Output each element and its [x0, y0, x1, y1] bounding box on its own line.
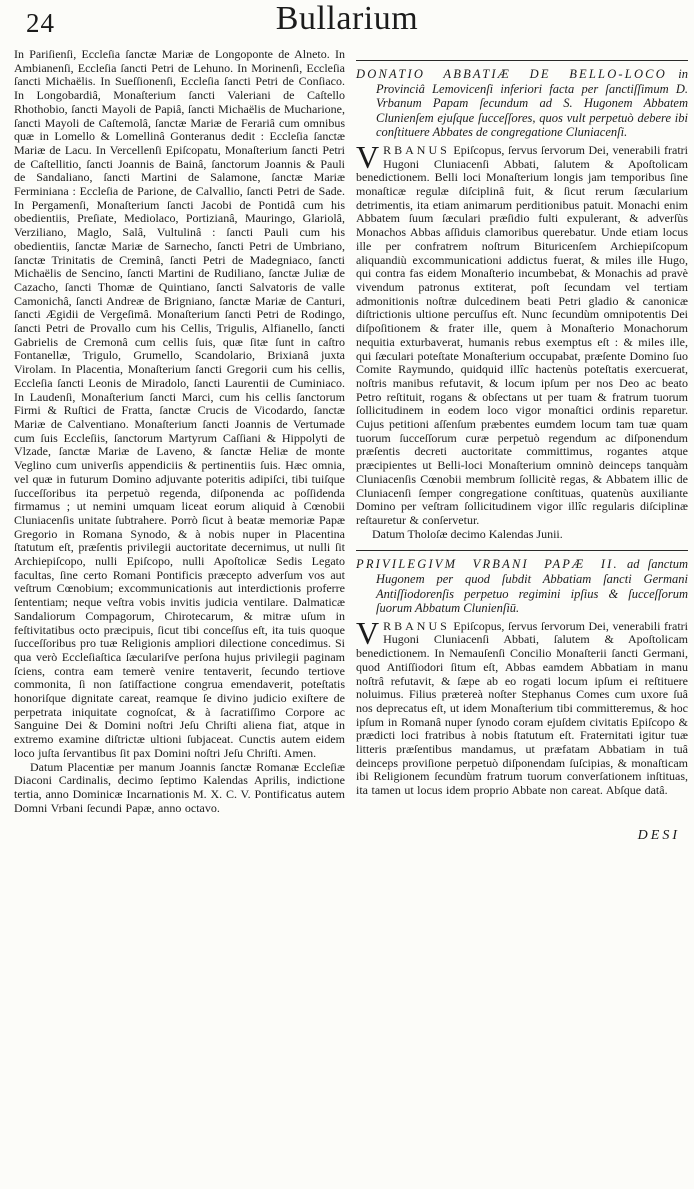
section-1-heading-caps: DONATIO ABBATIÆ DE BELLO-LOCO [356, 67, 667, 81]
page-number: 24 [26, 8, 55, 38]
section-2-body-text: Epiſcopus, ſervus ſervorum Dei, venerabili fratri Hugoni Cluniacenſi Abbati, ſalutem & Apoſtolicam benedictionem. In Nemauſenſi Concilio Monaſterii ſancti Germani, quod Antiſſiodori ſitum eſt, Abbas eamdem Abbatiam in manu noſtrâ refutavit, & ſæpe ab eo rogati locum ipſum ei reſtituere noluimus. Filius prætereà noſter Stephanus Comes cum uxore ſuâ nos deprecatus eſt, ut idem Monaſterium tibi committeremus, & hoc ipſum in Romanâ nuper ſynodo coram ejuſdem civitatis Epiſcopo & prædicti loci fratribus à nobis ſtatutum eſt. Fraternitati igitur tuæ litteris præſentibus mandamus, ut præfatam Abbatiam in tuâ deinceps proviſione perpetuò diſponendam ſuſcipias, & monaſticam ibi Religionem ſecundùm fratrum tuorum converſationem inſtituas, ita tamen ut locus idem proprio Abbate non careat. Abſque datâ. [356, 618, 689, 798]
section-2-body [356, 614, 689, 798]
left-column [14, 48, 345, 844]
section-1-dropcap: V [356, 138, 380, 175]
section-2-dropcap: V [356, 614, 380, 651]
section-1-lead-caps: RBANUS [383, 142, 450, 157]
section-1-body [356, 138, 689, 528]
section-divider [356, 60, 688, 61]
catchword: DESI [637, 827, 680, 843]
section-2-heading-caps: PRIVILEGIVM VRBANI PAPÆ II. [356, 557, 619, 572]
section-2-heading [356, 557, 688, 615]
page-header [0, 0, 694, 46]
two-column-text [0, 46, 694, 844]
left-column-paragraph: In Pariſienſi, Eccleſia ſanctæ Mariæ de Longoponte de Alneto. In Ambianenſi, Eccleſia ſancti Petri de Lehuno. In Morinenſi, Eccleſia ſancti Michaëlis. In Sueſſionenſi, Eccleſia ſancti Petri de Conſiaco. In Longobardiâ, Monaſterium ſancti Valeriani de Caſtello Rhothobio, ſancti Mayoli de Papiâ, ſancti Michaëlis de Mucharione, ſancti Mayoli de Caſtemolâ, ſanctæ Mariæ de Ferariâ cum omnibus quæ in Lomello & Lomellinâ Gonteranus dedit : Eccleſia ſanctæ Mariæ de Lacu. In Vercellenſi Epiſcopatu, Monaſterium ſancti Petri de Caſtellitio, ſancti Joannis de Bainâ, ſanctorum Joannis & Pauli de Sandaliano, ſancti Martini de Salamone, ſanctæ Mariæ Ferminiana : Eccleſia de Parione, de Calvallio, ſancti Petri de Sade. In Pergamenſi, Monaſterium ſancti Jacobi de Pontidâ cum his obedientiis, Preſiate, Mediolaco, Portizianâ, Mauringo, Glariolâ, Verziliano, Maglo, Salâ, Vultulinâ : ſancti Pauli cum his obedientiis, ſanctæ Mariæ de Sarnecho, ſancti Petri de Umbriano, ſanctæ Trinitatis de Creminâ, ſancti Petri de Madegniaco, ſancti Michaëlis de Sencino, ſancti Martini de Rudiliano, ſanctæ Juliæ de Cazacho, ſancti Thomæ de Quintiano, ſancti Salvatoris de valle Camonichâ, ſancti Andreæ de Brigniano, ſanctæ Mariæ de Canturi, ſancti Ægidii de Vergeſimâ. Monaſterium ſancti Petri de Rodingo, ſancti Petri de Provallo cum his Cellis, Trigulis, Alfianello, ſancti Gabrielis de Cremonâ cum cellis ſuis, quæ ſitæ ſunt in caſtro Fontanellæ, Trigulo, Grumello, Scandolario, Brixianâ juxta Virolam. In Placentia, Monaſterium ſancti Gregorii cum his cellis, Eccleſia ſancti Leonis de Miradolo, ſancti Laurentii de Cuminiaco. In Laudenſi, Monaſterium ſancti Marci, cum his cellis ſanctorum Firmi & Ruſtici de Fratta, ſanctæ Crucis de Vicodardo, ſanctæ Mariæ de Calventiano. Monaſterium ſancti Joannis de Vertumade cum ſuis Eccleſiis, ſanctorum Martyrum Caſſiani & Hippolyti de Vlzade, ſanctæ Mariæ de Laveno, & ſanctæ Heliæ de monte Veglino cum univerſis appendiciis & pertinentiis ſuis. Hæc omnia, vel quæ in futurum Domino adjuvante poteritis adipiſci, tibi tuiſque ſucceſſoribus ita perpetuò regenda, diſponenda ac poſſidenda firmamus ; ut nemini umquam liceat eorum aliquid à Cœnobii Cluniacenſis unitate ſubtrahere. Porrò ſicut à beatæ memoriæ Papæ Gregorio in Romana Synodo, & à nobis nuper in Placentina ſtatutum eſt, præſentis privilegii auctoritate decernimus, ut nulli ſit Archiepiſcopo, nulli Epiſcopo, nulli Apoſtolicæ Sedis Legato facultas, ſine certo Romani Pontificis præcepto adverſum vos aut veſtrum Cœnobium; excommunicationis aut interdictionis proferre ſententiam; neque veſtra vobis invitis judicia ventilare. Dalmaticæ Sandaliorum Compagorum, Chirotecarum, & mitræ uſum in feſtivitatibus octo præcipuis, ſicut tibi conceſſus eſt, ita tuis quoque ſucceſſoribus pro tuæ Religionis ampliori dilectione concedimus. Si qua verò Eccleſiaſtica ſæculariſve perſona hujus privilegii paginam ſciens, contra eam temerè venire tentaverit, ſecundo tertiove commonita, ſi non ſatiſfactione congrua emendaverit, poteſtatis honoriſque dignitate careat, reamque ſe divino judicio exiſtere de perpetrata iniquitate cognoſcat, & à ſacratiſſimo Corpore ac Sanguine Dei & Domini noſtri Jeſu Chriſti aliena fiat, atque in extremo examine diſtrictæ ultioni ſubjaceat. Cunctis autem eidem loco juſta ſervantibus ſit pax Domini noſtri Jeſu Chriſti. Amen. [14, 47, 345, 760]
section-2-lead-caps: RBANUS [383, 618, 450, 633]
section-1-heading [356, 67, 688, 140]
section-1-heading-rest: in Provinciâ Lemovicenſi inferiori facta per ſanctiſſimum D. Vrbanum Papam ſecundum ad S. Hugonem Abbatem Clunienſem ejuſque ſucceſſores, quos vult perpetuò debere ibi conſtituere Abbates de congregatione Cluniacenſi. [376, 67, 688, 140]
right-column [356, 48, 688, 844]
left-column-datum-paragraph: Datum Placentiæ per manum Joannis ſanctæ Romanæ Eccleſiæ Diaconi Cardinalis, decimo ſeptimo Kalendas Aprilis, indictione tertia, anno Dominicæ Incarnationis M. X. C. V. Pontificatus autem Domni Vrbani ſecundi Papæ, anno octavo. [14, 759, 345, 815]
section-divider [356, 550, 688, 551]
section-1-body-text: Epiſcopus, ſervus ſervorum Dei, venerabili fratri Hugoni Cluniacenſi Abbati, ſalutem & Apoſtolicam benedictionem. Belli loci Monaſterium longis jam temporibus ſine monaſticæ regulæ diſciplinâ fuit, & ſicut rerum ſæcularium detrimentis, ita etiam animarum perditionibus patuit. Monachi enim Abbatem ſuum ſæculari præſidio fulti expulerant, & adverſùs Monachos Abbas aſſiduis clamoribus querebatur. Unde etiam locus ille per confratrem noſtrum Bituricenſem Archiepiſcopum aliquandiù excommunicationi addictus fuerat, & miles ille Hugo, qui contra fas eidem Monaſterio incumbebat, & Monachis ad pravè vivendum patronus extiterat, poſt ſecundam vel tertiam admonitionis noſtræ dulcedinem beati Petri gladio & canonicæ diſtrictionis ultione percuſſus eſt. Nunc ſecundùm omnipotentis Dei diſpoſitionem & frater ille, quem à Monaſterio Monachorum nequitia exturbaverat, humanis rebus exemptus eſt : & miles ille, qui ſæculari poteſtate Monaſterium occupabat, præſente Domino ſuo Comite Raymundo, quidquid illîc hactenùs poteſtatis exercuerat, noſtris manibus refutavit, & locum ipſum per nos Deo ac beato Petro reſtituit, rogans & obſectans ut per tuam & fratrum tuorum ſollicitudinem in eodem loco vigor monaſtici ordinis reparetur. Cujus petitioni aſſenſum præbentes eumdem locum tam tuæ quam tuorum ſucceſſorum curæ perpetuò regendum ac diſponendum præſentis decreti auctoritate committimus, rogantes atque præcipientes ut Belli-loci Monaſterium omninò deinceps tanquàm Cluniacenſis Cœnobii membrum ſollicitè regas, & Abbatem illic de Cluniacenſi ſemper congregatione conſtituas, quatenùs auxiliante Domino per veſtram ſollicitudinem vigor illîc regularis diſciplinæ reſtauretur & conſervetur. [356, 142, 689, 527]
section-1-datum: Datum Tholoſæ decimo Kalendas Junii. [372, 526, 563, 541]
section-2-heading-rest: ad ſanctum Hugonem per quod ſubdit Abbatiam ſancti Germani Antiſſiodorenſis perpetuo regimini ipſius & ſucceſſorum ſuorum Abbatum Clunienſiū. [376, 557, 688, 616]
book-title: Bullarium [275, 0, 419, 37]
